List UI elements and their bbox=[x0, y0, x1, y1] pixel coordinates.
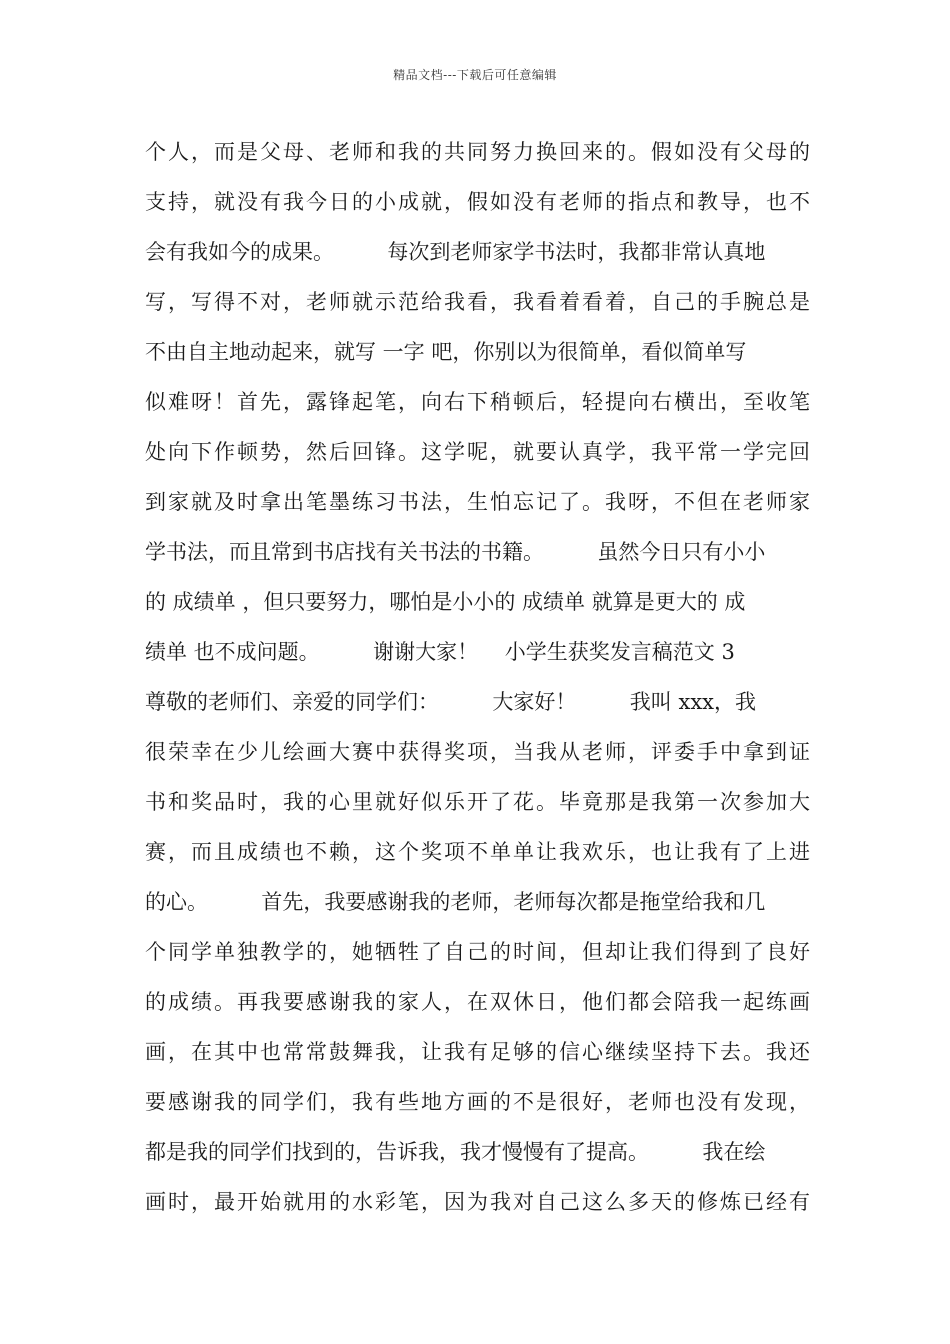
text-line: 写，写得不对，老师就示范给我看，我看着看着，自己的手腕总是 bbox=[145, 290, 810, 314]
text-line: 画时，最开始就用的水彩笔，因为我对自己这么多天的修炼已经有 bbox=[145, 1190, 810, 1214]
text-line: 学书法，而且常到书店找有关书法的书籍。 虽然今日只有小小 bbox=[145, 540, 766, 564]
text-line: 都是我的同学们找到的，告诉我，我才慢慢有了提高。 我在绘 bbox=[145, 1140, 766, 1164]
text-line: 画，在其中也常常鼓舞我，让我有足够的信心继续坚持下去。我还 bbox=[145, 1040, 810, 1064]
text-line: 尊敬的老师们、亲爱的同学们： 大家好！ 我叫 xxx，我 bbox=[145, 690, 757, 714]
page-header: 精品文档---下载后可任意编辑 bbox=[393, 68, 557, 82]
text-line: 要感谢我的同学们，我有些地方画的不是很好，老师也没有发现， bbox=[145, 1090, 810, 1114]
text-line: 到家就及时拿出笔墨练习书法，生怕忘记了。我呀，不但在老师家 bbox=[145, 490, 810, 514]
text-line: 会有我如今的成果。 每次到老师家学书法时，我都非常认真地 bbox=[145, 240, 766, 264]
text-line: 赛，而且成绩也不赖，这个奖项不单单让我欢乐，也让我有了上进 bbox=[145, 840, 810, 864]
text-line: 的 成绩单 ，但只要努力，哪怕是小小的 成绩单 就算是更大的 成 bbox=[145, 590, 746, 614]
text-line: 似难呀！首先，露锋起笔，向右下稍顿后，轻提向右横出，至收笔 bbox=[145, 390, 810, 414]
text-line: 书和奖品时，我的心里就好似乐开了花。毕竟那是我第一次参加大 bbox=[145, 790, 810, 814]
body-text bbox=[145, 131, 810, 1231]
text-line: 处向下作顿势，然后回锋。这学呢，就要认真学，我平常一学完回 bbox=[145, 440, 810, 464]
text-line: 绩单 也不成问题。 谢谢大家！ 小学生获奖发言稿范文 3 bbox=[145, 640, 735, 664]
text-line: 支持，就没有我今日的小成就，假如没有老师的指点和教导，也不 bbox=[145, 190, 810, 214]
text-line: 的成绩。再我要感谢我的家人，在双休日，他们都会陪我一起练画 bbox=[145, 990, 810, 1014]
text-line: 不由自主地动起来，就写 一字 吧，你别以为很简单，看似简单写 bbox=[145, 340, 747, 364]
text-line: 个人，而是父母、老师和我的共同努力换回来的。假如没有父母的 bbox=[145, 140, 810, 164]
text-line: 很荣幸在少儿绘画大赛中获得奖项，当我从老师，评委手中拿到证 bbox=[145, 740, 810, 764]
text-line: 个同学单独教学的，她牺牲了自己的时间，但却让我们得到了良好 bbox=[145, 940, 810, 964]
text-line: 的心。 首先，我要感谢我的老师，老师每次都是拖堂给我和几 bbox=[145, 890, 766, 914]
